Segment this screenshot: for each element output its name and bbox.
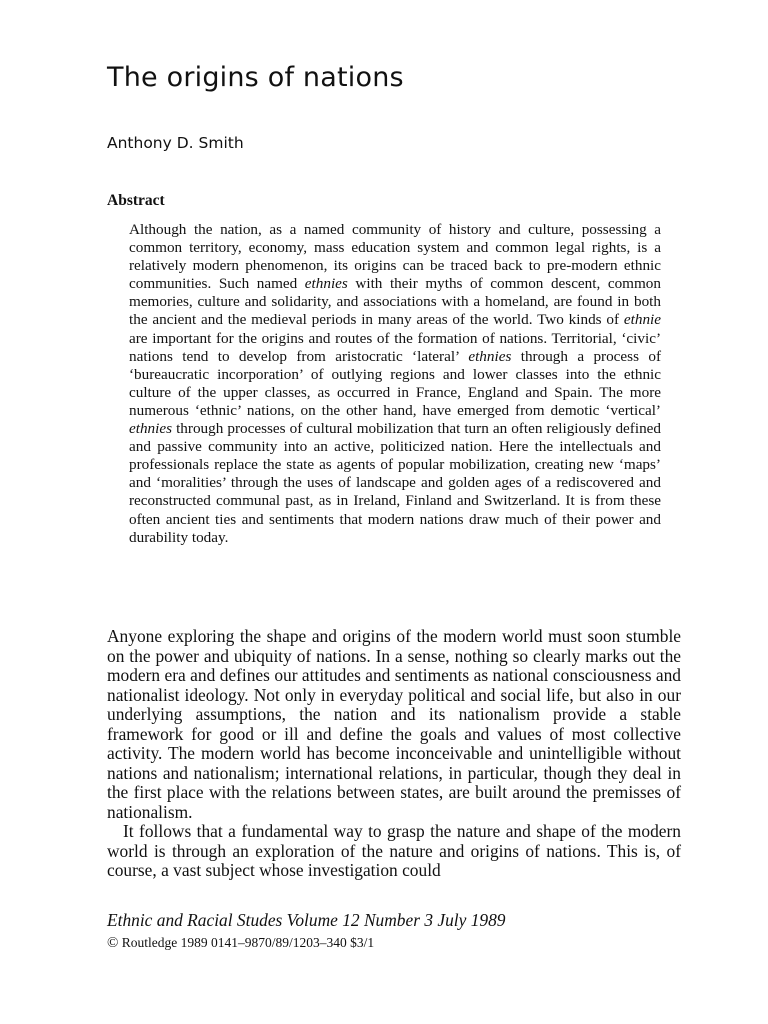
abstract-text-segment: through processes of cultural mobilization that turn an often religiously defined and passive community into an active, politicized nation. Here the intellectuals and professionals replace the state as agents of popular mobilization, creating new ‘maps’ and ‘moralities’ through the uses of landscape and golden ages of a rediscovered and reconstructed communal past, as in Ireland, Finland and Switzerland. It is from these often ancient ties and sentiments that modern nations draw much of their power and durability today. [129, 420, 661, 546]
copyright-notice [107, 935, 374, 952]
abstract-heading: Abstract [107, 192, 165, 209]
abstract-italic-term: ethnies [468, 347, 512, 365]
abstract-italic-term: ethnies [304, 275, 348, 293]
abstract-text-segment: through a process of ‘bureaucratic incorporation’ of outlying regions and lower classes into the ethnic culture of the upper classes, as occurred in France, England and Spain. The more numerous ‘ethnic’ nations, on the other hand, have emerged from demotic ‘vertical’ [129, 347, 661, 419]
copyright-symbol: © [107, 935, 119, 951]
article-title: The origins of nations [107, 62, 404, 93]
journal-citation: Ethnic and Racial Studes Volume 12 Number 3 July 1989 [107, 910, 506, 930]
body-paragraph-2: It follows that a fundamental way to grasp the nature and shape of the modern world is through an exploration of the nature and origins of nations. This is, of course, a vast subject whose investigation could [107, 821, 681, 880]
article-author: Anthony D. Smith [107, 134, 244, 152]
body-paragraph-1: Anyone exploring the shape and origins of the modern world must soon stumble on the power and ubiquity of nations. In a sense, nothing so clearly marks out the modern era and defines our attitudes and sentiments as national consciousness and nationalist ideology. Not only in everyday political and social life, but also in our underlying assumptions, the nation and its nationalism provide a stable framework for good or ill and define the goals and values of most collective activity. The modern world has become inconceivable and unintelligible without nations and nationalism; international relations, in particular, though they deal in the first place with the relations between states, are built around the premisses of nationalism. [107, 626, 681, 822]
abstract-text-segment: with their myths of common descent, common memories, culture and solidarity, and associations with a homeland, are found in both the ancient and the medieval periods in many areas of the world. Two kinds of [129, 275, 661, 329]
copyright-text: Routledge 1989 0141–9870/89/1203–340 $3/1 [118, 935, 375, 950]
abstract-text-segment: are important for the origins and routes of the formation of nations. Territorial, ‘civic’ nations tend to develop from aristocratic ‘lateral’ [129, 329, 661, 365]
main-body-text [107, 627, 681, 881]
abstract-italic-term: ethnie [623, 311, 661, 329]
abstract-text [129, 221, 661, 547]
abstract-text-segment: Although the nation, as a named community of history and culture, possessing a common territory, economy, mass education system and common legal rights, is a relatively modern phenomenon, its origins can be traced back to pre-modern ethnic communities. Such named [129, 221, 661, 293]
abstract-italic-term: ethnies [129, 420, 173, 438]
